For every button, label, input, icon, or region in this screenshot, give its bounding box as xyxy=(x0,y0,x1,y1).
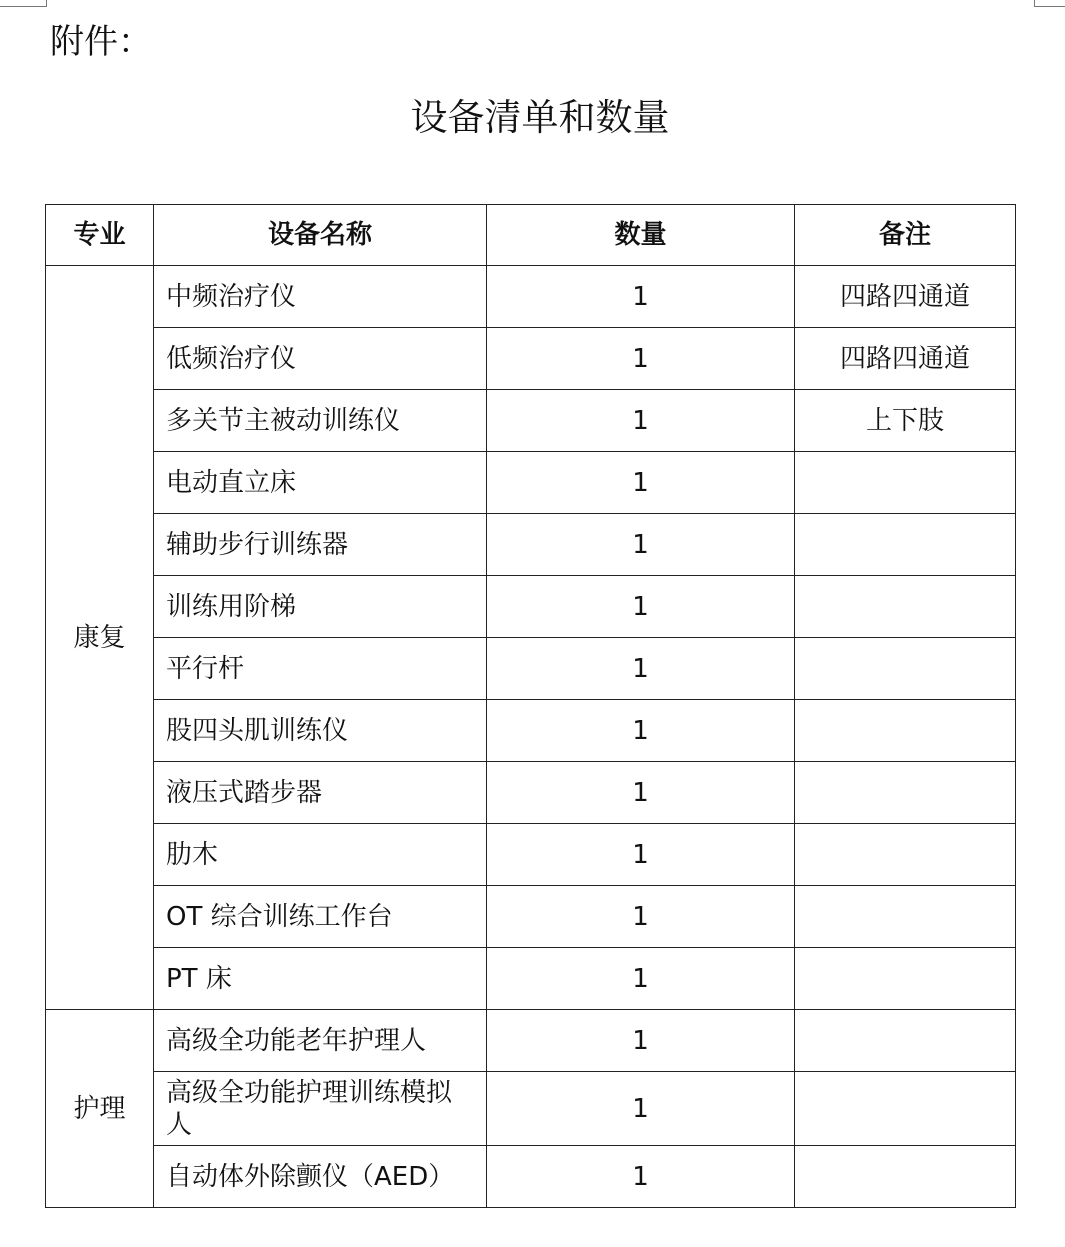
equipment-name: 电动直立床 xyxy=(154,452,487,514)
equipment-name: 自动体外除颤仪（AED） xyxy=(154,1146,487,1208)
equipment-qty: 1 xyxy=(487,700,795,762)
header-equipment-name: 设备名称 xyxy=(154,205,487,266)
page-corner-mark-left xyxy=(0,0,47,7)
equipment-name: 肋木 xyxy=(154,824,487,886)
equipment-qty: 1 xyxy=(487,266,795,328)
equipment-qty: 1 xyxy=(487,638,795,700)
equipment-name: 低频治疗仪 xyxy=(154,328,487,390)
table-row xyxy=(46,1146,1016,1208)
equipment-name: 多关节主被动训练仪 xyxy=(154,390,487,452)
table-row xyxy=(46,948,1016,1010)
table-row xyxy=(46,1072,1016,1146)
table-row xyxy=(46,700,1016,762)
equipment-qty: 1 xyxy=(487,762,795,824)
table-row xyxy=(46,762,1016,824)
table-row xyxy=(46,576,1016,638)
equipment-note xyxy=(795,824,1016,886)
equipment-qty: 1 xyxy=(487,328,795,390)
equipment-qty: 1 xyxy=(487,948,795,1010)
page-corner-mark-right xyxy=(1034,0,1065,7)
equipment-name: 液压式踏步器 xyxy=(154,762,487,824)
table-row xyxy=(46,1010,1016,1072)
table-row xyxy=(46,452,1016,514)
equipment-name: 平行杆 xyxy=(154,638,487,700)
category-cell-nursing: 护理 xyxy=(46,1010,154,1208)
equipment-note xyxy=(795,762,1016,824)
equipment-name: PT 床 xyxy=(154,948,487,1010)
equipment-note xyxy=(795,1010,1016,1072)
attachment-label: 附件： xyxy=(50,22,152,62)
equipment-note xyxy=(795,948,1016,1010)
equipment-name: 辅助步行训练器 xyxy=(154,514,487,576)
equipment-note xyxy=(795,638,1016,700)
equipment-note xyxy=(795,700,1016,762)
equipment-qty: 1 xyxy=(487,390,795,452)
equipment-note xyxy=(795,452,1016,514)
table-row xyxy=(46,824,1016,886)
equipment-note xyxy=(795,576,1016,638)
table-header-row xyxy=(46,205,1016,266)
equipment-note xyxy=(795,514,1016,576)
equipment-name: 高级全功能护理训练模拟人 xyxy=(154,1072,487,1146)
table-row xyxy=(46,514,1016,576)
equipment-name: 股四头肌训练仪 xyxy=(154,700,487,762)
equipment-qty: 1 xyxy=(487,514,795,576)
equipment-note xyxy=(795,1146,1016,1208)
header-major: 专业 xyxy=(46,205,154,266)
table-row xyxy=(46,266,1016,328)
category-cell-rehab: 康复 xyxy=(46,266,154,1010)
equipment-note: 四路四通道 xyxy=(795,266,1016,328)
table-row xyxy=(46,886,1016,948)
equipment-note xyxy=(795,1072,1016,1146)
equipment-name: OT 综合训练工作台 xyxy=(154,886,487,948)
equipment-table xyxy=(45,204,1016,1208)
equipment-qty: 1 xyxy=(487,1146,795,1208)
equipment-qty: 1 xyxy=(487,1010,795,1072)
table-row xyxy=(46,328,1016,390)
equipment-qty: 1 xyxy=(487,886,795,948)
table-row xyxy=(46,638,1016,700)
equipment-qty: 1 xyxy=(487,576,795,638)
equipment-qty: 1 xyxy=(487,452,795,514)
document-title: 设备清单和数量 xyxy=(410,96,670,139)
equipment-name: 训练用阶梯 xyxy=(154,576,487,638)
equipment-qty: 1 xyxy=(487,824,795,886)
header-notes: 备注 xyxy=(795,205,1016,266)
equipment-note: 四路四通道 xyxy=(795,328,1016,390)
equipment-note: 上下肢 xyxy=(795,390,1016,452)
header-quantity: 数量 xyxy=(487,205,795,266)
equipment-qty: 1 xyxy=(487,1072,795,1146)
equipment-name: 高级全功能老年护理人 xyxy=(154,1010,487,1072)
table-row xyxy=(46,390,1016,452)
equipment-note xyxy=(795,886,1016,948)
equipment-name: 中频治疗仪 xyxy=(154,266,487,328)
